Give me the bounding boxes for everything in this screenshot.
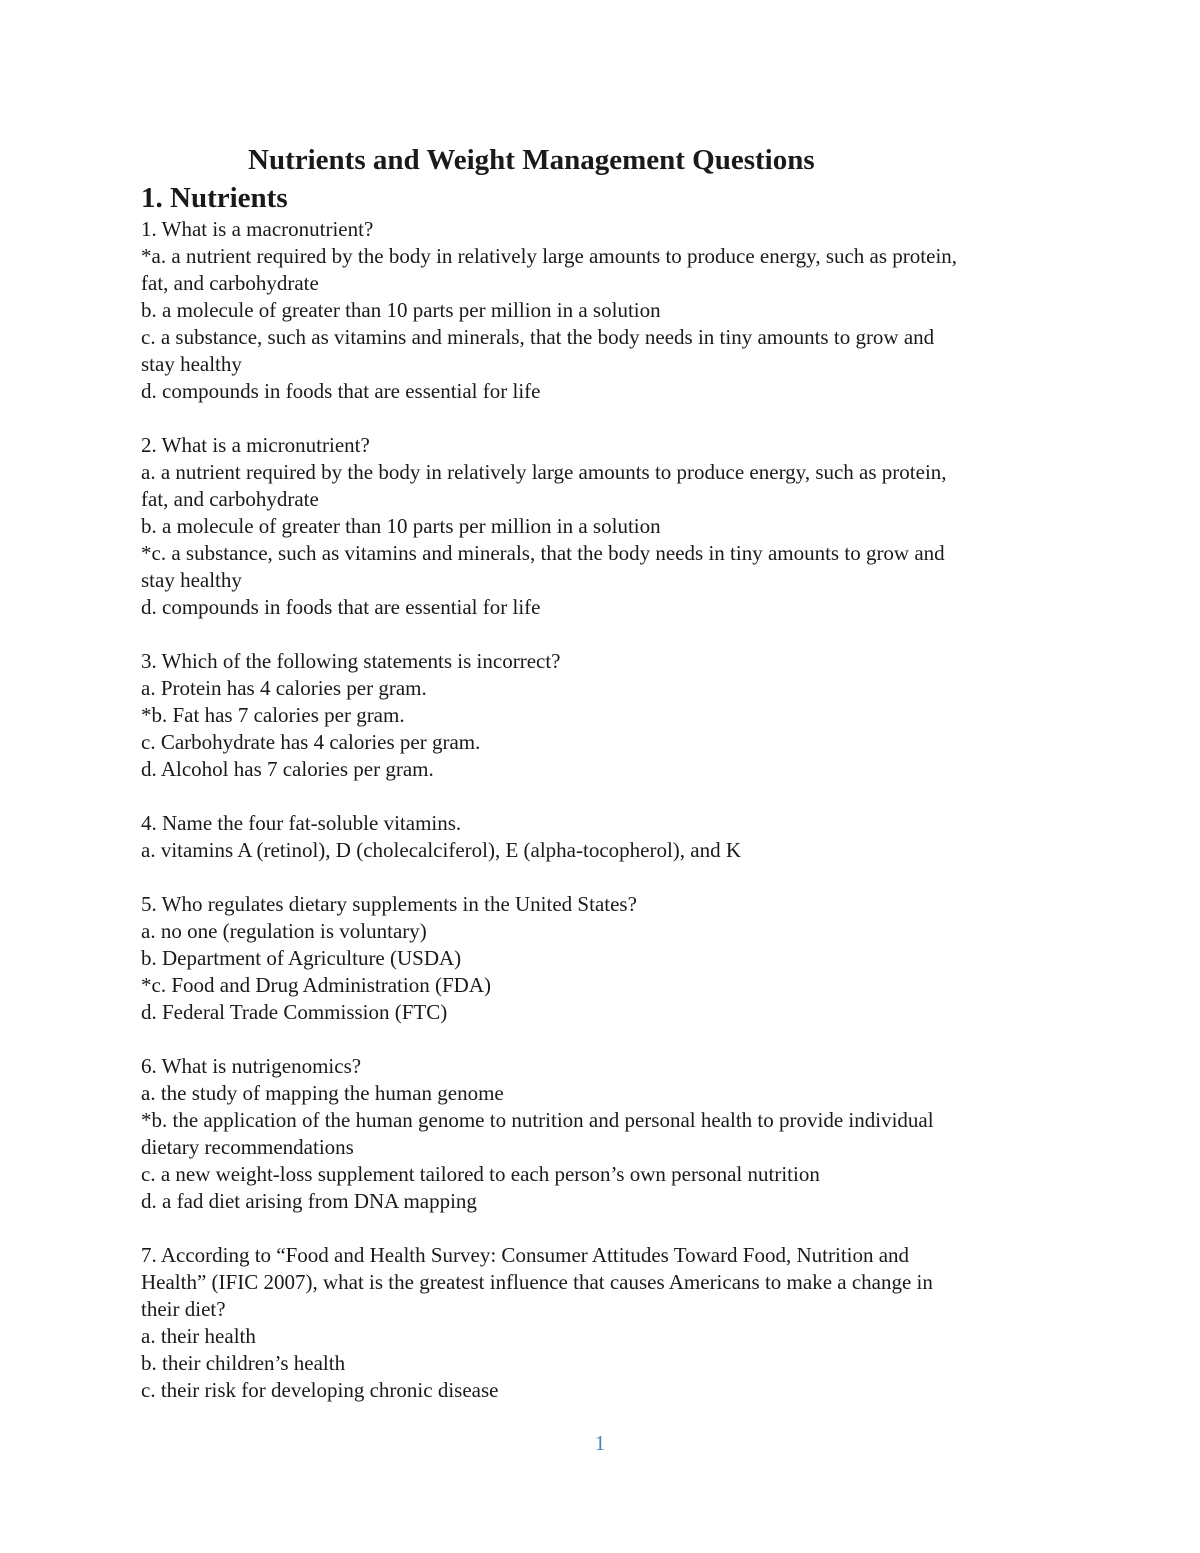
answer-line: *b. the application of the human genome to nutrition and personal health to provide individual: [141, 1108, 934, 1132]
answer-line: b. Department of Agriculture (USDA): [141, 946, 462, 970]
question-block: [141, 432, 1061, 621]
answer-line: dietary recommendations: [141, 1135, 354, 1159]
question-list: [141, 216, 1061, 1404]
question-text: 2. What is a micronutrient?: [141, 433, 370, 457]
answer-line: stay healthy: [141, 568, 242, 592]
answer-line: fat, and carbohydrate: [141, 271, 319, 295]
section-heading: 1. Nutrients: [141, 182, 288, 214]
answer-line: their diet?: [141, 1297, 226, 1321]
question-text: 1. What is a macronutrient?: [141, 217, 374, 241]
answer-line: *b. Fat has 7 calories per gram.: [141, 703, 405, 727]
answer-line: stay healthy: [141, 352, 242, 376]
answer-line: b. a molecule of greater than 10 parts per million in a solution: [141, 298, 661, 322]
answer-line: c. their risk for developing chronic disease: [141, 1378, 499, 1402]
answer-line: a. the study of mapping the human genome: [141, 1081, 504, 1105]
question-text: 6. What is nutrigenomics?: [141, 1054, 362, 1078]
question-block: [141, 810, 1061, 864]
answer-line: c. a new weight-loss supplement tailored to each person’s own personal nutrition: [141, 1162, 820, 1186]
question-block: [141, 1053, 1061, 1215]
question-block: [141, 216, 1061, 405]
answer-line: a. no one (regulation is voluntary): [141, 919, 427, 943]
answer-line: fat, and carbohydrate: [141, 487, 319, 511]
answer-line: d. Alcohol has 7 calories per gram.: [141, 757, 434, 781]
answer-line: a. Protein has 4 calories per gram.: [141, 676, 427, 700]
answer-line: c. a substance, such as vitamins and minerals, that the body needs in tiny amounts to grow and: [141, 325, 935, 349]
answer-line: a. their health: [141, 1324, 256, 1348]
answer-line: *c. a substance, such as vitamins and minerals, that the body needs in tiny amounts to grow and: [141, 541, 945, 565]
question-text: 5. Who regulates dietary supplements in the United States?: [141, 892, 637, 916]
question-text: 7. According to “Food and Health Survey: Consumer Attitudes Toward Food, Nutrition and: [141, 1243, 910, 1267]
answer-line: c. Carbohydrate has 4 calories per gram.: [141, 730, 481, 754]
question-text: 3. Which of the following statements is incorrect?: [141, 649, 561, 673]
question-text: 4. Name the four fat-soluble vitamins.: [141, 811, 462, 835]
page-number: 1: [594, 1431, 606, 1455]
answer-line: a. a nutrient required by the body in relatively large amounts to produce energy, such as protein,: [141, 460, 947, 484]
answer-line: d. compounds in foods that are essential for life: [141, 379, 541, 403]
answer-line: b. a molecule of greater than 10 parts per million in a solution: [141, 514, 661, 538]
question-block: [141, 891, 1061, 1026]
answer-line: a. vitamins A (retinol), D (cholecalciferol), E (alpha-tocopherol), and K: [141, 838, 742, 862]
question-block: [141, 1242, 1061, 1404]
document-title: Nutrients and Weight Management Questions: [248, 144, 815, 176]
answer-line: b. their children’s health: [141, 1351, 346, 1375]
answer-line: d. a fad diet arising from DNA mapping: [141, 1189, 477, 1213]
answer-line: d. Federal Trade Commission (FTC): [141, 1000, 448, 1024]
answer-line: *a. a nutrient required by the body in relatively large amounts to produce energy, such as protein,: [141, 244, 958, 268]
answer-line: d. compounds in foods that are essential for life: [141, 595, 541, 619]
question-block: [141, 648, 1061, 783]
document-page: [141, 140, 1061, 1431]
answer-line: Health” (IFIC 2007), what is the greatest influence that causes Americans to make a change in: [141, 1270, 933, 1294]
answer-line: *c. Food and Drug Administration (FDA): [141, 973, 491, 997]
